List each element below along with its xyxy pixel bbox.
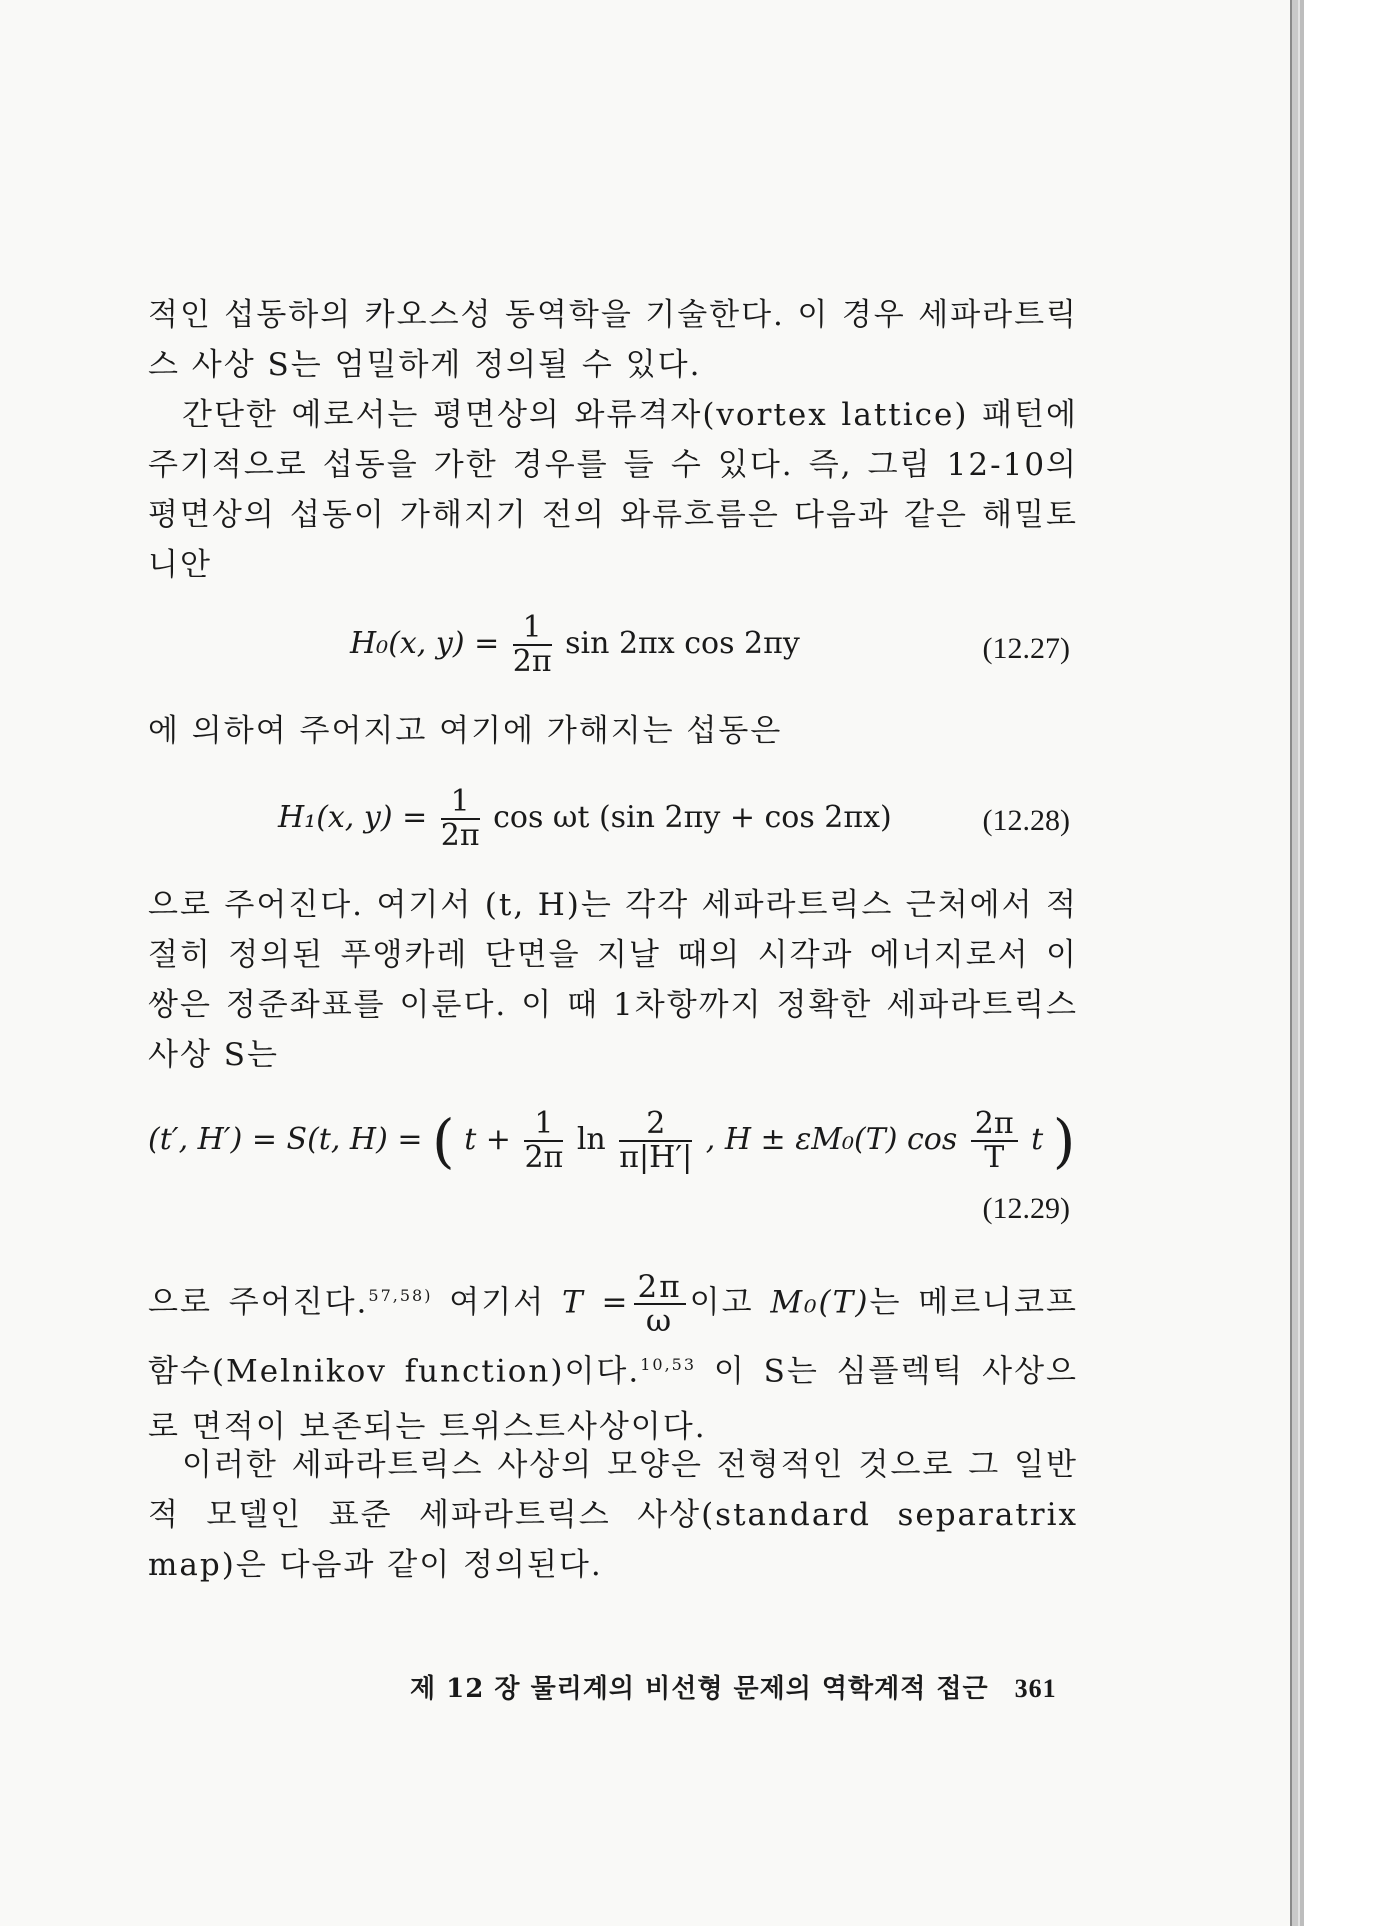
eq2-fraction — [441, 786, 480, 852]
citation-10-53: 10,53 — [640, 1354, 697, 1374]
paragraph-2 — [148, 390, 1078, 590]
equation-number-12-29: (12.29) — [982, 1192, 1070, 1225]
paragraph-1 — [148, 290, 1078, 390]
inline-t-lhs: T = — [562, 1284, 630, 1321]
paragraph-3 — [148, 706, 1078, 756]
eq3-fraction-1 — [524, 1108, 563, 1174]
p5-part-a: 으로 주어진다. — [148, 1284, 369, 1321]
eq3-lhs: (t′, H′) = S(t, H) = — [148, 1122, 423, 1157]
eq2-rhs: cos ωt (sin 2πy + cos 2πx) — [493, 800, 892, 835]
paragraph-7 — [148, 1440, 1078, 1590]
paragraph-4 — [148, 880, 1078, 1080]
paragraph-3-text: 에 의하여 주어지고 여기에 가해지는 섭동은 — [148, 713, 783, 749]
eq3-t-plus: t + — [464, 1122, 511, 1157]
eq2-frac-den: 2π — [440, 818, 480, 853]
eq3-frac1-num: 1 — [524, 1108, 563, 1142]
inline-t-frac-den: ω — [645, 1302, 674, 1339]
eq1-rhs: sin 2πx cos 2πy — [565, 626, 800, 661]
eq3-tail: t — [1031, 1122, 1044, 1157]
inline-m0: M₀(T) — [770, 1284, 870, 1321]
p5-part-b: 여기서 — [449, 1284, 546, 1321]
equation-12-27 — [350, 612, 800, 678]
paragraph-7-text: 이러한 세파라트릭스 사상의 모양은 전형적인 것으로 그 일반적 모델인 표준 세파라트릭스 사상(standard separatrix map)은 다음과 같이 정의된다. — [148, 1447, 1078, 1583]
page-edge — [1300, 0, 1304, 1926]
eq3-frac1-den: 2π — [524, 1140, 564, 1175]
eq1-fraction — [513, 612, 552, 678]
eq3-frac2-num: 2 — [619, 1108, 692, 1142]
eq1-frac-den: 2π — [512, 644, 552, 679]
eq2-frac-num: 1 — [441, 786, 480, 820]
eq3-frac2-den: π|H′| — [619, 1140, 693, 1175]
eq3-open-paren: ( — [432, 1107, 455, 1175]
p5-part-c: 이고 — [689, 1284, 754, 1321]
eq3-fraction-3 — [971, 1108, 1018, 1174]
eq3-mid: , H ± εM₀(T) cos — [705, 1122, 958, 1157]
paragraph-2-text: 간단한 예로서는 평면상의 와류격자(vortex lattice) 패턴에 주기적으로 섭동을 가한 경우를 들 수 있다. 즉, 그림 12-10의 평면상의 섭동이 가해지기 전의 와류흐름은 다음과 같은 해밀토니안 — [148, 397, 1078, 583]
eq3-fraction-2 — [619, 1108, 692, 1174]
equation-number-12-27: (12.27) — [982, 632, 1070, 665]
eq3-frac3-den: T — [984, 1140, 1005, 1175]
paragraph-5 — [148, 1268, 1078, 1455]
equation-number-12-28: (12.28) — [982, 804, 1070, 837]
p6-part-a: 함수(Melnikov function)이다. — [148, 1353, 641, 1390]
inline-t-fraction — [634, 1268, 686, 1339]
p5-part-d: 는 메르니코프 — [869, 1284, 1078, 1321]
equation-12-28 — [278, 786, 892, 852]
eq1-frac-num: 1 — [513, 612, 552, 646]
inline-t-frac-num: 2π — [634, 1271, 686, 1305]
paragraph-1-text: 적인 섭동하의 카오스성 동역학을 기술한다. 이 경우 세파라트릭스 사상 S는 엄밀하게 정의될 수 있다. — [148, 297, 1078, 383]
eq2-lhs: H₁(x, y) = — [278, 800, 428, 835]
p6-part-b: 이 S는 심플렉틱 사상으로 면적이 보존되는 트위스트사상이다. — [148, 1353, 1079, 1446]
eq1-lhs: H₀(x, y) = — [350, 626, 500, 661]
eq3-close-paren: ) — [1052, 1107, 1076, 1175]
eq3-ln: ln — [576, 1122, 606, 1157]
running-footer-chapter: 제 12 장 물리계의 비선형 문제의 역학계적 접근 — [410, 1674, 989, 1704]
page-number: 361 — [1014, 1674, 1057, 1703]
eq3-frac3-num: 2π — [971, 1108, 1018, 1142]
paragraph-5-text — [148, 1268, 1078, 1455]
equation-12-29 — [148, 1108, 1075, 1174]
paragraph-4-text: 으로 주어진다. 여기서 (t, H)는 각각 세파라트릭스 근처에서 적절히 정의된 푸앵카레 단면을 지날 때의 시각과 에너지로서 이 쌍은 정준좌표를 이룬다. 이 때 1차항까지 정확한 세파라트릭스 사상 S는 — [148, 887, 1078, 1073]
page-footer — [410, 1668, 1057, 1705]
citation-57-58: 57,58) — [368, 1286, 433, 1305]
